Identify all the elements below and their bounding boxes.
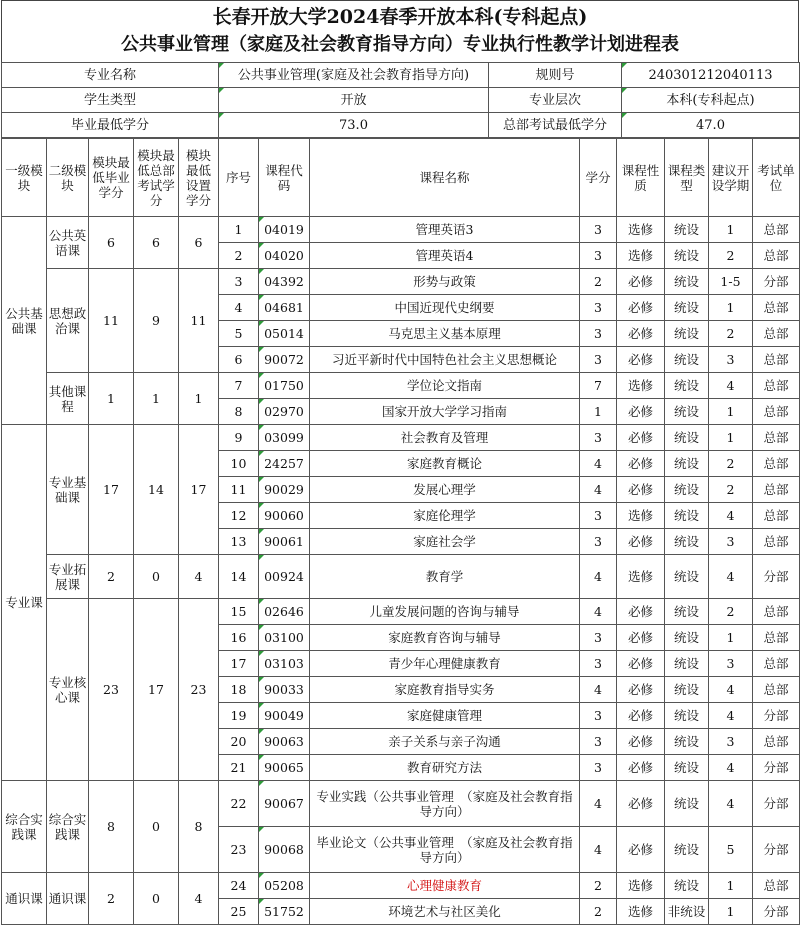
code-cell: 03099	[259, 425, 310, 451]
credit-cell: 4	[580, 781, 617, 827]
exam-unit-cell: 总部	[753, 477, 800, 503]
course-name-cell: 心理健康教育	[310, 873, 580, 899]
mod-min-exam-cell: 0	[134, 781, 179, 873]
seq-cell: 7	[219, 373, 259, 399]
exam-unit-cell: 总部	[753, 873, 800, 899]
ctype-cell: 统设	[665, 269, 709, 295]
seq-cell: 17	[219, 651, 259, 677]
plan-sheet	[1, 0, 799, 925]
mod-min-grad-cell: 2	[89, 555, 134, 599]
module2-cell: 综合实践课	[47, 781, 89, 873]
course-name-cell: 管理英语3	[310, 217, 580, 243]
course-name-cell: 教育研究方法	[310, 755, 580, 781]
header-ctype: 课程类型	[665, 139, 709, 217]
code-cell: 90063	[259, 729, 310, 755]
nature-cell: 必修	[617, 321, 665, 347]
seq-cell: 6	[219, 347, 259, 373]
level-label: 专业层次	[489, 88, 622, 113]
ctype-cell: 统设	[665, 451, 709, 477]
ctype-cell: 统设	[665, 295, 709, 321]
nature-cell: 必修	[617, 529, 665, 555]
term-cell: 1	[709, 625, 753, 651]
course-name-cell: 家庭教育指导实务	[310, 677, 580, 703]
exam-unit-cell: 分部	[753, 555, 800, 599]
module1-cell: 综合实践课	[2, 781, 47, 873]
code-cell: 02970	[259, 399, 310, 425]
exam-unit-cell: 总部	[753, 399, 800, 425]
term-cell: 1	[709, 873, 753, 899]
code-cell: 05208	[259, 873, 310, 899]
header-credit: 学分	[580, 139, 617, 217]
course-name-cell: 环境艺术与社区美化	[310, 899, 580, 925]
term-cell: 2	[709, 243, 753, 269]
credit-cell: 4	[580, 451, 617, 477]
major-value: 公共事业管理(家庭及社会教育指导方向)	[219, 63, 489, 88]
mod-min-grad-cell: 8	[89, 781, 134, 873]
term-cell: 2	[709, 321, 753, 347]
level-value: 本科(专科起点)	[622, 88, 800, 113]
term-cell: 4	[709, 503, 753, 529]
credit-cell: 2	[580, 873, 617, 899]
ctype-cell: 统设	[665, 217, 709, 243]
seq-cell: 21	[219, 755, 259, 781]
nature-cell: 选修	[617, 899, 665, 925]
nature-cell: 必修	[617, 269, 665, 295]
rule-value: 240301212040113	[622, 63, 800, 88]
seq-cell: 15	[219, 599, 259, 625]
code-cell: 90060	[259, 503, 310, 529]
code-cell: 05014	[259, 321, 310, 347]
credit-cell: 3	[580, 243, 617, 269]
credit-cell: 2	[580, 269, 617, 295]
code-cell: 03103	[259, 651, 310, 677]
code-cell: 24257	[259, 451, 310, 477]
exam-unit-cell: 总部	[753, 347, 800, 373]
nature-cell: 选修	[617, 373, 665, 399]
seq-cell: 11	[219, 477, 259, 503]
mod-min-set-cell: 4	[179, 873, 219, 925]
nature-cell: 必修	[617, 729, 665, 755]
credit-cell: 3	[580, 529, 617, 555]
table-row	[2, 269, 800, 295]
table-row	[2, 373, 800, 399]
exam-unit-cell: 分部	[753, 703, 800, 729]
course-name-cell: 儿童发展问题的咨询与辅导	[310, 599, 580, 625]
term-cell: 5	[709, 827, 753, 873]
exam-unit-cell: 总部	[753, 651, 800, 677]
credit-cell: 4	[580, 599, 617, 625]
exam-unit-cell: 总部	[753, 243, 800, 269]
seq-cell: 9	[219, 425, 259, 451]
ctype-cell: 统设	[665, 529, 709, 555]
exam-unit-cell: 总部	[753, 677, 800, 703]
mod-min-grad-cell: 23	[89, 599, 134, 781]
term-cell: 4	[709, 555, 753, 599]
nature-cell: 必修	[617, 651, 665, 677]
nature-cell: 必修	[617, 781, 665, 827]
code-cell: 03100	[259, 625, 310, 651]
mod-min-set-cell: 4	[179, 555, 219, 599]
ctype-cell: 统设	[665, 651, 709, 677]
major-label: 专业名称	[2, 63, 219, 88]
table-row	[2, 425, 800, 451]
page-subtitle: 公共事业管理（家庭及社会教育指导方向）专业执行性教学计划进程表	[121, 34, 679, 55]
nature-cell: 必修	[617, 755, 665, 781]
credit-cell: 3	[580, 729, 617, 755]
header-module1: 一级模块	[2, 139, 47, 217]
term-cell: 4	[709, 373, 753, 399]
exam-unit-cell: 总部	[753, 373, 800, 399]
seq-cell: 3	[219, 269, 259, 295]
ctype-cell: 统设	[665, 625, 709, 651]
term-cell: 1-5	[709, 269, 753, 295]
credit-cell: 3	[580, 651, 617, 677]
credit-cell: 3	[580, 755, 617, 781]
header-mod-min-grad: 模块最低毕业学分	[89, 139, 134, 217]
seq-cell: 20	[219, 729, 259, 755]
mod-min-set-cell: 6	[179, 217, 219, 269]
course-name-cell: 学位论文指南	[310, 373, 580, 399]
course-name-cell: 青少年心理健康教育	[310, 651, 580, 677]
header-mod-min-exam: 模块最低总部考试学分	[134, 139, 179, 217]
code-cell: 90049	[259, 703, 310, 729]
course-name-cell: 家庭教育咨询与辅导	[310, 625, 580, 651]
code-cell: 02646	[259, 599, 310, 625]
header-name: 课程名称	[310, 139, 580, 217]
module2-cell: 专业拓展课	[47, 555, 89, 599]
table-row	[2, 781, 800, 827]
table-row	[2, 217, 800, 243]
exam-unit-cell: 总部	[753, 529, 800, 555]
course-name-cell: 家庭健康管理	[310, 703, 580, 729]
course-name-cell: 毕业论文（公共事业管理 （家庭及社会教育指导方向）	[310, 827, 580, 873]
nature-cell: 必修	[617, 295, 665, 321]
min-credit-label: 毕业最低学分	[2, 113, 219, 138]
mod-min-exam-cell: 6	[134, 217, 179, 269]
nature-cell: 必修	[617, 703, 665, 729]
min-credit-value: 73.0	[219, 113, 489, 138]
module2-cell: 思想政治课	[47, 269, 89, 373]
header-mod-min-set: 模块最低设置学分	[179, 139, 219, 217]
ctype-cell: 统设	[665, 373, 709, 399]
table-row	[2, 599, 800, 625]
page-title: 长春开放大学2024春季开放本科(专科起点)	[212, 6, 588, 28]
term-cell: 1	[709, 217, 753, 243]
ctype-cell: 统设	[665, 347, 709, 373]
credit-cell: 3	[580, 295, 617, 321]
nature-cell: 必修	[617, 625, 665, 651]
term-cell: 1	[709, 425, 753, 451]
mod-min-exam-cell: 0	[134, 873, 179, 925]
course-name-cell: 管理英语4	[310, 243, 580, 269]
credit-cell: 3	[580, 217, 617, 243]
mod-min-exam-cell: 17	[134, 599, 179, 781]
course-name-cell: 发展心理学	[310, 477, 580, 503]
mod-min-set-cell: 17	[179, 425, 219, 555]
ctype-cell: 统设	[665, 243, 709, 269]
term-cell: 3	[709, 529, 753, 555]
code-cell: 01750	[259, 373, 310, 399]
header-code: 课程代码	[259, 139, 310, 217]
term-cell: 4	[709, 703, 753, 729]
header-module2: 二级模块	[47, 139, 89, 217]
seq-cell: 16	[219, 625, 259, 651]
nature-cell: 必修	[617, 425, 665, 451]
code-cell: 04020	[259, 243, 310, 269]
credit-cell: 2	[580, 899, 617, 925]
course-table	[1, 138, 800, 925]
credit-cell: 1	[580, 399, 617, 425]
mod-min-grad-cell: 6	[89, 217, 134, 269]
mod-min-exam-cell: 0	[134, 555, 179, 599]
credit-cell: 3	[580, 347, 617, 373]
ctype-cell: 统设	[665, 399, 709, 425]
nature-cell: 选修	[617, 503, 665, 529]
mod-min-exam-cell: 14	[134, 425, 179, 555]
ctype-cell: 统设	[665, 503, 709, 529]
course-name-cell: 马克思主义基本原理	[310, 321, 580, 347]
ctype-cell: 统设	[665, 555, 709, 599]
nature-cell: 选修	[617, 243, 665, 269]
code-cell: 04019	[259, 217, 310, 243]
code-cell: 90067	[259, 781, 310, 827]
mod-min-set-cell: 11	[179, 269, 219, 373]
exam-unit-cell: 分部	[753, 827, 800, 873]
code-cell: 51752	[259, 899, 310, 925]
course-name-cell: 家庭伦理学	[310, 503, 580, 529]
student-type-value: 开放	[219, 88, 489, 113]
nature-cell: 必修	[617, 477, 665, 503]
exam-unit-cell: 总部	[753, 625, 800, 651]
credit-cell: 3	[580, 503, 617, 529]
term-cell: 1	[709, 899, 753, 925]
exam-unit-cell: 总部	[753, 729, 800, 755]
seq-cell: 25	[219, 899, 259, 925]
course-name-cell: 社会教育及管理	[310, 425, 580, 451]
header-nature: 课程性质	[617, 139, 665, 217]
code-cell: 90061	[259, 529, 310, 555]
term-cell: 3	[709, 347, 753, 373]
ctype-cell: 统设	[665, 827, 709, 873]
term-cell: 3	[709, 651, 753, 677]
nature-cell: 必修	[617, 347, 665, 373]
mod-min-set-cell: 1	[179, 373, 219, 425]
ctype-cell: 非统设	[665, 899, 709, 925]
exam-unit-cell: 分部	[753, 269, 800, 295]
table-row	[2, 873, 800, 899]
mod-min-grad-cell: 11	[89, 269, 134, 373]
mod-min-grad-cell: 17	[89, 425, 134, 555]
course-name-cell: 国家开放大学学习指南	[310, 399, 580, 425]
credit-cell: 4	[580, 827, 617, 873]
credit-cell: 3	[580, 625, 617, 651]
credit-cell: 4	[580, 555, 617, 599]
seq-cell: 22	[219, 781, 259, 827]
course-name-cell: 专业实践（公共事业管理 （家庭及社会教育指导方向）	[310, 781, 580, 827]
course-name-cell: 形势与政策	[310, 269, 580, 295]
mod-min-set-cell: 8	[179, 781, 219, 873]
module1-cell: 通识课	[2, 873, 47, 925]
nature-cell: 选修	[617, 555, 665, 599]
ctype-cell: 统设	[665, 755, 709, 781]
term-cell: 1	[709, 399, 753, 425]
seq-cell: 2	[219, 243, 259, 269]
seq-cell: 14	[219, 555, 259, 599]
seq-cell: 12	[219, 503, 259, 529]
title-block	[1, 0, 799, 62]
module2-cell: 通识课	[47, 873, 89, 925]
ctype-cell: 统设	[665, 729, 709, 755]
course-name-cell: 家庭教育概论	[310, 451, 580, 477]
term-cell: 1	[709, 295, 753, 321]
student-type-label: 学生类型	[2, 88, 219, 113]
course-name-cell: 中国近现代史纲要	[310, 295, 580, 321]
header-term: 建议开设学期	[709, 139, 753, 217]
exam-unit-cell: 总部	[753, 451, 800, 477]
credit-cell: 3	[580, 425, 617, 451]
term-cell: 2	[709, 599, 753, 625]
course-name-cell: 教育学	[310, 555, 580, 599]
nature-cell: 必修	[617, 677, 665, 703]
seq-cell: 5	[219, 321, 259, 347]
mod-min-grad-cell: 1	[89, 373, 134, 425]
ctype-cell: 统设	[665, 703, 709, 729]
code-cell: 00924	[259, 555, 310, 599]
seq-cell: 4	[219, 295, 259, 321]
ctype-cell: 统设	[665, 599, 709, 625]
code-cell: 04681	[259, 295, 310, 321]
rule-label: 规则号	[489, 63, 622, 88]
module2-cell: 其他课程	[47, 373, 89, 425]
exam-unit-cell: 分部	[753, 781, 800, 827]
exam-unit-cell: 总部	[753, 599, 800, 625]
term-cell: 3	[709, 729, 753, 755]
code-cell: 90068	[259, 827, 310, 873]
exam-unit-cell: 总部	[753, 295, 800, 321]
meta-table	[1, 62, 800, 138]
credit-cell: 4	[580, 477, 617, 503]
seq-cell: 18	[219, 677, 259, 703]
exam-credit-label: 总部考试最低学分	[489, 113, 622, 138]
mod-min-exam-cell: 9	[134, 269, 179, 373]
nature-cell: 必修	[617, 399, 665, 425]
credit-cell: 3	[580, 703, 617, 729]
nature-cell: 选修	[617, 217, 665, 243]
seq-cell: 19	[219, 703, 259, 729]
ctype-cell: 统设	[665, 425, 709, 451]
term-cell: 2	[709, 477, 753, 503]
mod-min-grad-cell: 2	[89, 873, 134, 925]
seq-cell: 1	[219, 217, 259, 243]
code-cell: 90072	[259, 347, 310, 373]
seq-cell: 24	[219, 873, 259, 899]
module1-cell: 公共基础课	[2, 217, 47, 425]
ctype-cell: 统设	[665, 781, 709, 827]
seq-cell: 23	[219, 827, 259, 873]
exam-unit-cell: 总部	[753, 503, 800, 529]
header-seq: 序号	[219, 139, 259, 217]
module2-cell: 公共英语课	[47, 217, 89, 269]
ctype-cell: 统设	[665, 321, 709, 347]
ctype-cell: 统设	[665, 677, 709, 703]
nature-cell: 必修	[617, 451, 665, 477]
seq-cell: 13	[219, 529, 259, 555]
ctype-cell: 统设	[665, 477, 709, 503]
exam-credit-value: 47.0	[622, 113, 800, 138]
mod-min-set-cell: 23	[179, 599, 219, 781]
seq-cell: 10	[219, 451, 259, 477]
code-cell: 90065	[259, 755, 310, 781]
code-cell: 90033	[259, 677, 310, 703]
term-cell: 4	[709, 677, 753, 703]
course-name-cell: 家庭社会学	[310, 529, 580, 555]
exam-unit-cell: 分部	[753, 899, 800, 925]
exam-unit-cell: 总部	[753, 321, 800, 347]
course-name-cell: 习近平新时代中国特色社会主义思想概论	[310, 347, 580, 373]
credit-cell: 4	[580, 677, 617, 703]
module1-cell: 专业课	[2, 425, 47, 781]
credit-cell: 3	[580, 321, 617, 347]
exam-unit-cell: 总部	[753, 217, 800, 243]
module2-cell: 专业核心课	[47, 599, 89, 781]
seq-cell: 8	[219, 399, 259, 425]
code-cell: 90029	[259, 477, 310, 503]
code-cell: 04392	[259, 269, 310, 295]
term-cell: 2	[709, 451, 753, 477]
table-row	[2, 555, 800, 599]
term-cell: 4	[709, 755, 753, 781]
exam-unit-cell: 总部	[753, 425, 800, 451]
exam-unit-cell: 分部	[753, 755, 800, 781]
ctype-cell: 统设	[665, 873, 709, 899]
module2-cell: 专业基础课	[47, 425, 89, 555]
course-body	[2, 217, 800, 925]
course-name-cell: 亲子关系与亲子沟通	[310, 729, 580, 755]
mod-min-exam-cell: 1	[134, 373, 179, 425]
credit-cell: 7	[580, 373, 617, 399]
nature-cell: 必修	[617, 827, 665, 873]
nature-cell: 必修	[617, 599, 665, 625]
term-cell: 4	[709, 781, 753, 827]
header-exam-unit: 考试单位	[753, 139, 800, 217]
nature-cell: 选修	[617, 873, 665, 899]
